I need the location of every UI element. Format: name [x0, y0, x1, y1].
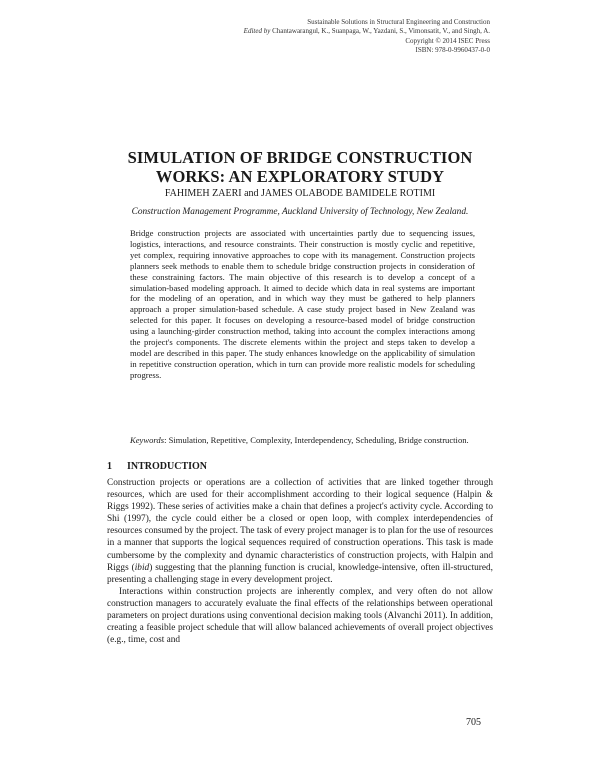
- edited-by-label: Edited by: [243, 27, 271, 36]
- keywords-label: Keywords: [130, 435, 165, 445]
- section-heading: [107, 461, 207, 473]
- keywords-text: : Simulation, Repetitive, Complexity, Interdependency, Scheduling, Bridge construction.: [164, 435, 469, 445]
- body-text: [107, 477, 493, 646]
- title-line-1: SIMULATION OF BRIDGE CONSTRUCTION: [127, 148, 473, 167]
- copyright-line: Copyright © 2014 ISEC Press: [405, 36, 490, 45]
- page-number: 705: [466, 717, 481, 728]
- section-number: 1: [107, 461, 112, 472]
- section-title: INTRODUCTION: [127, 461, 208, 472]
- paragraph-1: [107, 477, 493, 586]
- running-header: [70, 18, 490, 56]
- title-line-2: WORKS: AN EXPLORATORY STUDY: [155, 167, 445, 186]
- author-list: FAHIMEH ZAERI and JAMES OLABODE BAMIDELE ROTIMI: [164, 188, 436, 199]
- paragraph-1-part-b: ) suggesting that the planning function is crucial, knowledge-intensive, often ill-structured, presenting a challenging stage in every development project.: [107, 562, 494, 585]
- paper-title: [60, 148, 540, 186]
- editors-line: [70, 27, 490, 36]
- ibid-citation: ibid: [134, 562, 150, 573]
- proceedings-title: Sustainable Solutions in Structural Engineering and Construction: [307, 18, 490, 26]
- paragraph-1-part-a: Construction projects or operations are a collection of activities that are linked together through resources, which are used for their accomplishment according to their logical sequence (Halpin & Riggs 1992). These series of activities make a chain that defines a project's activity cycle. According to Shi (1997), the cycle could either be a closed or open loop, with complex interdependencies of resources consumed by the project. The task of every project manager is to plan for the use of resources in a manner that supports the logical sequences required of construction operations. This task is made cumbersome by the complexity and dynamic characteristics of construction projects, with Halpin and Riggs (: [107, 478, 493, 573]
- keywords: [130, 435, 475, 446]
- author-affiliation: Construction Management Programme, Auckland University of Technology, New Zealand.: [131, 207, 469, 217]
- abstract: Bridge construction projects are associated with uncertainties partly due to sequencing issues, logistics, interactions, and resource constraints. Their construction is mostly cyclic and repetitive, yet complex, requiring innovative approaches to cope with its management. Construction projects planners seek methods to enable them to schedule bridge construction projects in consideration of these constraining factors. The main objective of this research is to develop a concept of a simulation-based modeling approach. It aimed to decide which data in real systems are important for the modeling of an operation, and in which way they must be gathered to help planners approach a proper simulation-based schedule. A case study project based in New Zealand was selected for this paper. It focuses on developing a resource-based model of bridge construction using a launching-girder construction method, taking into account the complex interactions among the project's components. The discrete elements within the project and steps taken to develop a model are described in this paper. The study enhances knowledge on the applicability of simulation in repetitive construction operation, which in turn can provide more realistic models for scheduling progress.: [130, 228, 475, 380]
- editors-names: Chantawarangul, K., Suanpaga, W., Yazdani, S., Vimonsatit, V., and Singh, A.: [270, 27, 490, 36]
- paragraph-2: Interactions within construction projects are inherently complex, and very often do not allow construction managers to accurately evaluate the final effects of the relationships between operational parameters on project durations using conventional decision making tools (Alvanchi 2011). In addition, creating a feasible project schedule that will allow balanced achievements of overall project objectives (e.g., time, cost and: [107, 586, 493, 646]
- isbn-line: ISBN: 978-0-9960437-0-0: [415, 46, 490, 55]
